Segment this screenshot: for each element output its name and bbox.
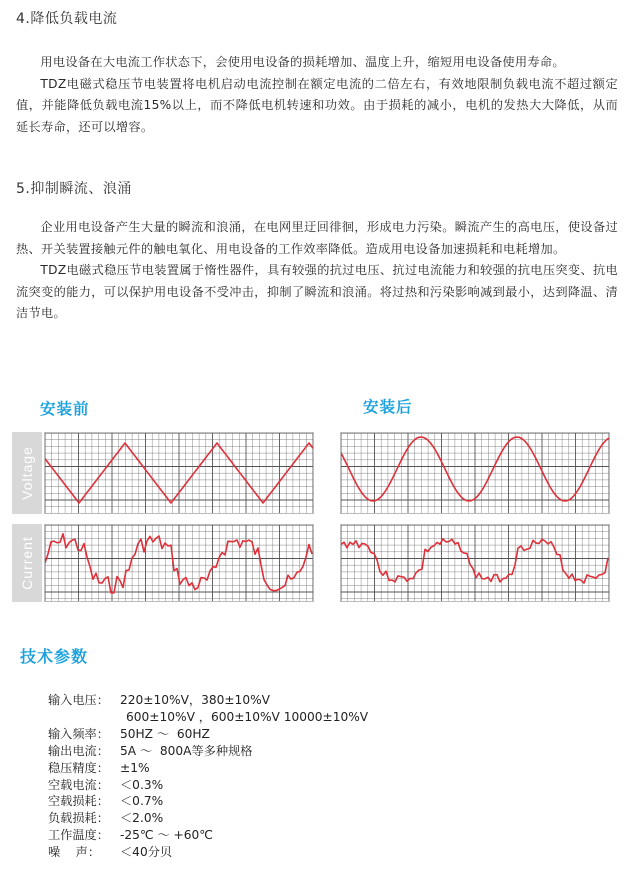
spec-key: 负载损耗： xyxy=(48,811,109,826)
current-before-panel xyxy=(44,524,314,602)
before-install-label: 安装前 xyxy=(40,400,90,418)
spec-value: -25℃ ～ +60℃ xyxy=(120,828,213,843)
spec-key: 空载电流： xyxy=(48,777,109,792)
section-5-title: 5.抑制瞬流、浪涌 xyxy=(16,181,132,197)
spec-key: 稳压精度： xyxy=(48,760,109,775)
section-5-paragraph-2: TDZ电磁式稳压节电装置属于惰性器件，具有较强的抗过电压、抗过电流能力和较强的抗电压突变、抗电流突变的能力，可以保护用电设备不受冲击，抑制了瞬流和浪涌。将过热和污染影响减到最小，达到降温、清洁节电。 xyxy=(16,263,618,320)
voltage-before-graph xyxy=(45,433,313,513)
spec-key: 空载损耗： xyxy=(48,794,109,809)
current-after-panel xyxy=(340,524,610,602)
current-before-graph xyxy=(45,525,313,601)
current-side-label xyxy=(12,524,42,602)
spec-row xyxy=(48,692,368,709)
spec-key: 噪 声： xyxy=(48,845,101,860)
specs-list xyxy=(48,692,368,861)
voltage-after-graph xyxy=(341,433,609,513)
section-4-paragraph-2: TDZ电磁式稳压节电装置将电机启动电流控制在额定电流的二倍左右，有效地限制负载电流不超过额定值，并能降低负载电流15%以上，而不降低电机转速和功效。由于损耗的减小，电机的发热大大降低，从而延长寿命，还可以增容。 xyxy=(16,76,618,134)
spec-value: ＜40分贝 xyxy=(120,845,173,860)
spec-row xyxy=(48,743,368,760)
spec-value: ＜2.0% xyxy=(120,811,164,826)
voltage-after-panel xyxy=(340,432,610,514)
section-5-paragraph-1: 企业用电设备产生大量的瞬流和浪涌，在电网里迂回徘徊，形成电力污染。瞬流产生的高电压，使设备过热、开关装置接触元件的触电氧化、用电设备的工作效率降低。造成用电设备加速损耗和电耗增加。 xyxy=(16,220,618,256)
current-after-graph xyxy=(341,525,609,601)
spec-row xyxy=(48,726,368,743)
spec-key: 工作温度： xyxy=(48,828,109,843)
spec-row xyxy=(48,827,368,844)
spec-key: 输出电流： xyxy=(48,743,109,758)
current-label-text: Current xyxy=(19,536,35,590)
spec-row xyxy=(48,844,368,861)
spec-key: 输入频率： xyxy=(48,726,109,741)
spec-value: 50HZ ～ 60HZ xyxy=(120,726,210,741)
specs-title: 技术参数 xyxy=(20,647,89,666)
spec-value: 600±10%V ，600±10%V 10000±10%V xyxy=(126,709,369,724)
spec-value: 220±10%V，380±10%V xyxy=(120,693,270,707)
spec-row xyxy=(48,793,368,810)
spec-row xyxy=(48,760,368,777)
spec-row xyxy=(48,777,368,794)
voltage-before-panel xyxy=(44,432,314,514)
voltage-side-label xyxy=(12,432,42,514)
section-4-body xyxy=(16,52,618,138)
spec-value: 5A ～ 800A等多种规格 xyxy=(120,743,253,758)
spec-key: 输入电压： xyxy=(48,693,109,707)
spec-row xyxy=(48,810,368,827)
spec-key xyxy=(48,709,126,726)
spec-value: ±1% xyxy=(120,760,150,775)
voltage-label-text: Voltage xyxy=(19,446,35,500)
after-install-label: 安装后 xyxy=(363,398,413,416)
spec-value: ＜0.7% xyxy=(120,794,164,809)
spec-row xyxy=(48,709,368,726)
spec-value: ＜0.3% xyxy=(120,777,164,792)
section-5-body xyxy=(16,217,618,325)
section-4-paragraph-1: 用电设备在大电流工作状态下，会使用电设备的损耗增加、温度上升，缩短用电设备使用寿命。 xyxy=(40,55,565,69)
section-4-title: 4.降低负载电流 xyxy=(16,11,118,27)
